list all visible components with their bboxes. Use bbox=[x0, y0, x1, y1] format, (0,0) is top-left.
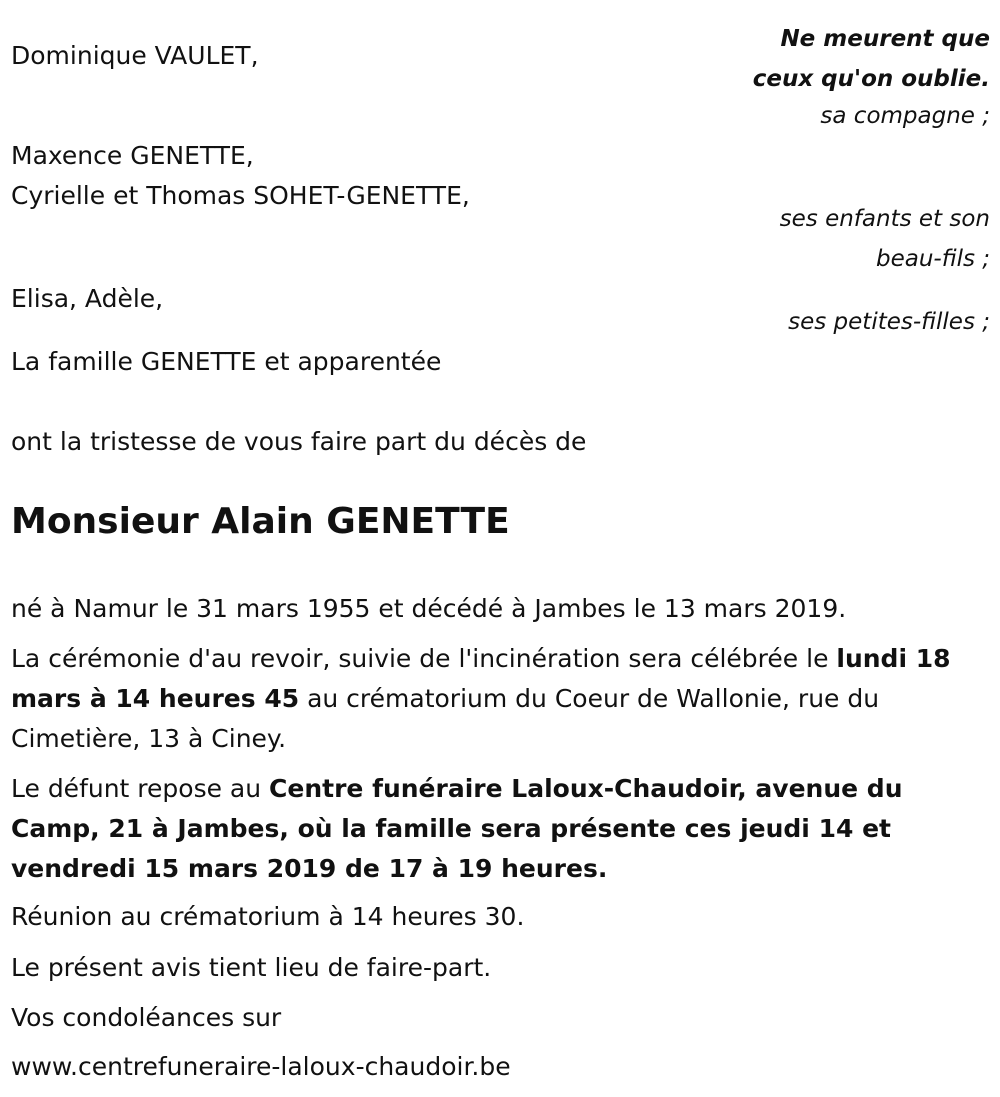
partner-role: sa compagne ; bbox=[820, 103, 990, 129]
extended-family: La famille GENETTE et apparentée bbox=[11, 347, 442, 376]
condolences-label: Vos condoléances sur bbox=[11, 1003, 282, 1032]
birth-death-text: né à Namur le 31 mars 1955 et décédé à Jambes le 13 mars 2019. bbox=[11, 594, 847, 623]
children-role-line-2: beau-fils ; bbox=[875, 246, 990, 272]
quote-line-1: Ne meurent que bbox=[780, 26, 990, 52]
repose-details: Centre funéraire Laloux-Chaudoir, avenue du Camp, 21 à Jambes, où la famille sera présente ces jeudi 14 et vendredi 15 mars 2019 de 17 à 19 heures. bbox=[11, 774, 903, 883]
grandchildren-names: Elisa, Adèle, bbox=[11, 284, 164, 313]
children-role-line-1: ses enfants et son bbox=[779, 206, 990, 232]
repose-intro: Le défunt repose au bbox=[11, 774, 270, 803]
child-2-name: Cyrielle et Thomas SOHET-GENETTE, bbox=[11, 181, 470, 210]
grandchildren-role: ses petites-filles ; bbox=[788, 309, 990, 335]
notice-paragraph bbox=[11, 948, 996, 988]
deceased-name: Monsieur Alain GENETTE bbox=[11, 501, 510, 542]
meeting-paragraph bbox=[11, 897, 996, 937]
partner-name: Dominique VAULET, bbox=[11, 41, 259, 70]
ceremony-place: au crématorium du Coeur de Wallonie, rue du Cimetière, 13 à Ciney. bbox=[11, 684, 880, 753]
announcement-text: ont la tristesse de vous faire part du décès de bbox=[11, 427, 587, 456]
birth-death-paragraph bbox=[11, 589, 996, 629]
quote-line-2: ceux qu'on oublie. bbox=[752, 66, 990, 92]
ceremony-datetime: lundi 18 mars à 14 heures 45 bbox=[11, 644, 951, 713]
condolences-paragraph bbox=[11, 998, 996, 1038]
notice-text: Le présent avis tient lieu de faire-part. bbox=[11, 953, 492, 982]
website-link[interactable]: www.centrefuneraire-laloux-chaudoir.be bbox=[11, 1052, 511, 1081]
repose-paragraph bbox=[11, 769, 996, 889]
ceremony-intro: La cérémonie d'au revoir, suivie de l'incinération sera célébrée le bbox=[11, 644, 837, 673]
website-paragraph bbox=[11, 1047, 996, 1087]
child-1-name: Maxence GENETTE, bbox=[11, 141, 254, 170]
meeting-text: Réunion au crématorium à 14 heures 30. bbox=[11, 902, 525, 931]
ceremony-paragraph bbox=[11, 639, 996, 759]
